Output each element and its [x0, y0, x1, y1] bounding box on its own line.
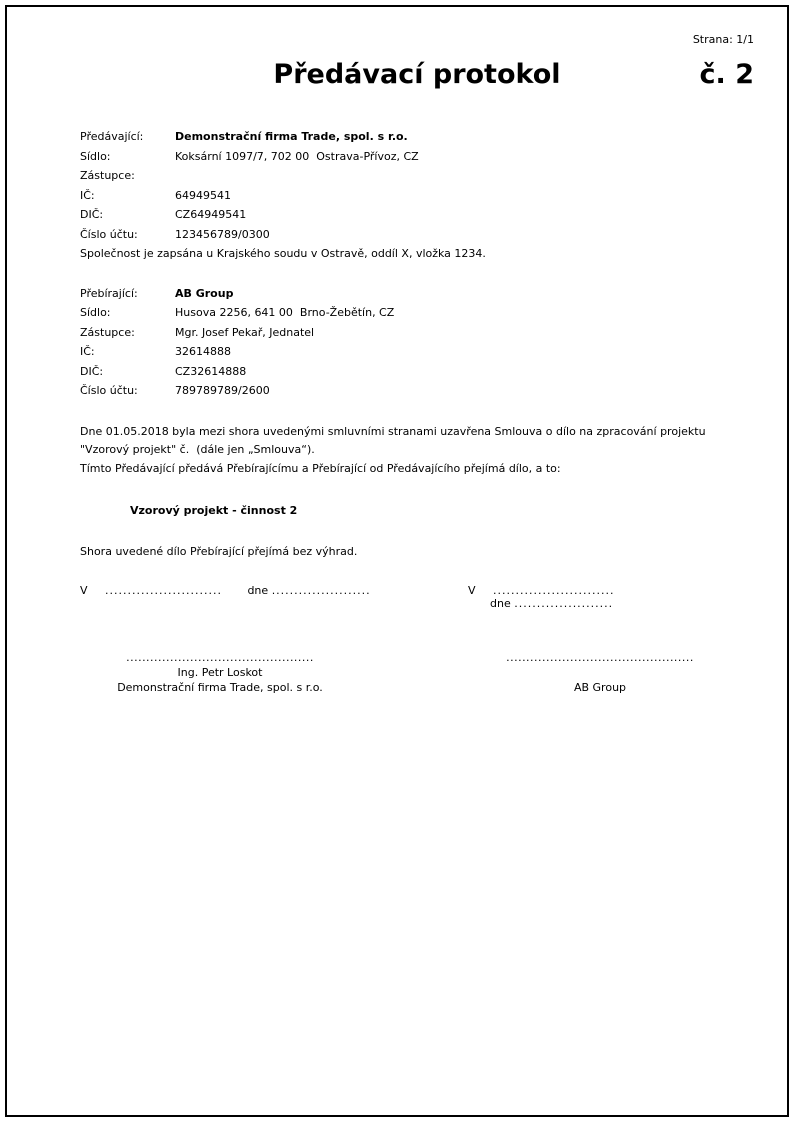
date-dots: ...................... [514, 597, 614, 610]
date-label: dne [490, 597, 511, 610]
party-label: Sídlo: [80, 149, 111, 163]
party-value: 32614888 [175, 345, 231, 358]
signature-dots: ............................................... [506, 651, 694, 664]
document-header [80, 59, 754, 99]
party-label: IČ: [80, 345, 95, 358]
registration-note: Společnost je zapsána u Krajského soudu v Ostravě, oddíl X, vložka 1234. [80, 247, 486, 260]
party-row [80, 362, 754, 382]
date-label: dne [247, 584, 269, 597]
work-item-title: Vzorový projekt - činnost 2 [130, 504, 298, 517]
acceptance-line: Shora uvedené dílo Přebírající přejímá bez výhrad. [80, 545, 358, 558]
place-label: V [468, 584, 476, 597]
signature-right [460, 650, 740, 695]
intro-paragraph-line: "Vzorový projekt" č. (dále jen „Smlouva“). [80, 443, 315, 456]
place-dots: ........................... [493, 584, 615, 597]
party-row [80, 342, 754, 362]
party-label: Přebírající: [80, 286, 138, 300]
party-row [80, 186, 754, 206]
party-label: Číslo účtu: [80, 227, 138, 241]
document-title: Předávací protokol [273, 59, 561, 90]
intro-paragraph-line: Tímto Předávající předává Přebírajícímu a Přebírající od Předávajícího přejímá dílo, a to: [80, 461, 561, 475]
signatory-name: Ing. Petr Loskot [177, 666, 263, 679]
date-group [247, 584, 370, 597]
signatory-name [460, 665, 740, 680]
party-value: 64949541 [175, 188, 231, 202]
party-label: IČ: [80, 188, 95, 202]
place-date-row [80, 584, 754, 610]
party-label: Předávající: [80, 130, 144, 143]
party-row [80, 166, 754, 186]
intro-paragraph [80, 423, 754, 479]
party-row [80, 284, 754, 304]
place-dots: .......................... [105, 584, 222, 597]
signature-dots: ............................................... [126, 651, 314, 664]
party-label: Zástupce: [80, 325, 135, 339]
intro-paragraph-line: Dne 01.05.2018 byla mezi shora uvedenými smluvními stranami uzavřena Smlouva o dílo na zpracování projektu [80, 424, 706, 438]
date-dots: ...................... [271, 584, 371, 597]
signatory-company: AB Group [573, 681, 627, 694]
party-row [80, 303, 754, 323]
party-value: Demonstrační firma Trade, spol. s r.o. [175, 130, 408, 143]
transferor-block [80, 127, 754, 264]
party-row [80, 205, 754, 225]
party-value: CZ32614888 [175, 364, 247, 378]
party-label: DIČ: [80, 208, 104, 221]
place-date-left [80, 584, 468, 610]
party-label: Zástupce: [80, 169, 135, 182]
party-row [80, 381, 754, 401]
party-value: 789789789/2600 [175, 384, 270, 397]
party-value: CZ64949541 [175, 208, 247, 221]
party-row [80, 147, 754, 167]
party-row [80, 127, 754, 147]
signature-spacer [360, 650, 460, 695]
signature-row [80, 650, 754, 695]
place-date-right [468, 584, 754, 610]
place-label: V [80, 584, 88, 597]
party-value: AB Group [175, 286, 234, 300]
party-label: DIČ: [80, 364, 104, 378]
party-label: Sídlo: [80, 306, 111, 319]
party-label: Číslo účtu: [80, 384, 138, 397]
document-number: č. 2 [699, 59, 754, 90]
transferee-block [80, 284, 754, 401]
party-value: Husova 2256, 641 00 Brno-Žebětín, CZ [175, 306, 395, 319]
date-group [490, 597, 613, 610]
party-value: Koksární 1097/7, 702 00 Ostrava-Přívoz, CZ [175, 149, 419, 163]
party-value: 123456789/0300 [175, 227, 270, 241]
party-value: Mgr. Josef Pekař, Jednatel [175, 325, 315, 339]
party-row [80, 323, 754, 343]
page-number-label: Strana: 1/1 [692, 33, 754, 46]
party-row [80, 225, 754, 245]
signature-left [80, 650, 360, 695]
signatory-company: Demonstrační firma Trade, spol. s r.o. [117, 681, 323, 694]
